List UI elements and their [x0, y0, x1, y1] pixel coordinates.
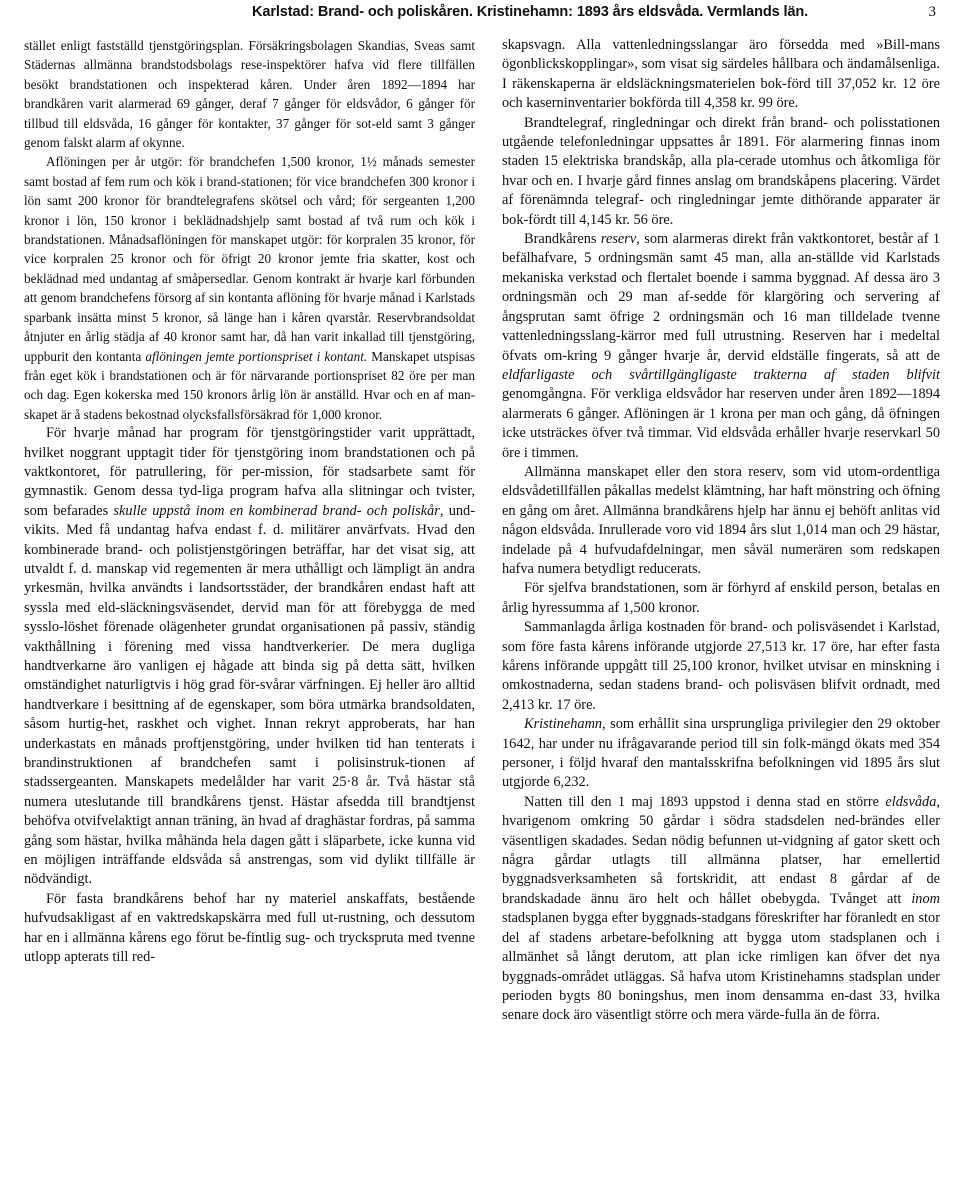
paragraph-text: Sammanlagda årliga kostnaden för brand- och polisväsendet i Karlstad, som före fasta kårens införande utgjorde 27,513 kr. 17 öre, har efter fasta kårens införande uppgått till 25,100 kronor, hvilket utvisar en minskning i omkostnaderna, sedan stadens brand- och polisväsen blifvit ordnadt, med 2,413 kr. 17 öre. — [502, 619, 940, 713]
running-header-title: Karlstad: Brand- och poliskåren. Kristinehamn: 1893 års eldsvåda. Vermlands län. — [252, 4, 809, 20]
italic-text: eldfarligaste och svårtillgängligaste trakterna af staden blifvit — [502, 366, 940, 383]
paragraph — [24, 152, 475, 424]
italic-text: eldsvåda — [885, 793, 937, 810]
italic-text: Kristinehamn — [524, 716, 603, 733]
right-column — [502, 36, 940, 1026]
paragraph-text: Allmänna manskapet eller den stora reserv, som vid utom-ordentliga eldsvådetillfällen påkallas medelst klämtning, har haft mönstring och öfning en gång om året. Allmänna brandkårens hjelp har ännu ej behöft anlitas vid någon eldsvåda. Inrullerade voro vid 1894 års slut 1,014 man och 29 hästar, indelade på 4 hufvudafdelningar, men såväl numerären som redskapen hafva numera betydligt reducerats. — [502, 463, 940, 577]
paragraph-text: För hvarje månad har program för tjenstgöringstider varit upprättadt, hvilket noggrant upptagit tider för tjenstgöring inom brandstationen och på vaktkontoret, för patrullering, för per-mission, för stadsarbete samt för gymnastik. Genom dessa tyd-liga program hafva alla slitningar och tvister, som befarades — [24, 425, 475, 519]
running-header — [20, 0, 950, 22]
paragraph-text: stället enligt fastställd tjenstgöringsplan. Försäkringsbolagen Skandias, Sveas samt Städernas allmänna brandstodsbolags rese-inspektörer hafva vid flere tillfällen besökt brandstationen och inspekterad kåren. Under åren 1892—1894 har brandkåren varit alarmerad 69 gånger, deraf 7 gånger för eldsvådor, 6 gånger för tillbud till eldsvåda, 16 gånger för kontakter, 37 gånger för sot-eld samt 3 gånger genom falskt alarm af okynne. — [24, 38, 475, 151]
paragraph — [502, 463, 940, 579]
paragraph-text: genomgångna. För verkliga eldsvådor har reserven under åren 1892—1894 alarmerats 6 gånger. Aflöningen är 1 krona per man och gång, då öfningen icke utsträckes öfver två timmar. Vid eldsvåda erhåller hvarje reservkarl 50 öre i timmen. — [502, 386, 940, 461]
italic-text: skulle uppstå inom en kombinerad brand- och poliskår — [113, 502, 440, 519]
paragraph — [24, 890, 475, 968]
paragraph-text: stadsplanen bygga efter byggnads-stadgans föreskrifter har föranledt en stor del af stadens arbetare-befolkning att bygga utom stadsplanen och i allmänhet så långt derutom, att plan icke rimligen kan öfver det nya byggnads-området utläggas. Så hafva utom Kristinehamns stadsplan under perioden bygts 80 boningshus, men inom densamma en-dast 33, hvilka senare dock äro väsentligt större och mera värde-fulla än de förra. — [502, 910, 940, 1024]
paragraph-text: skapsvagn. Alla vattenledningsslangar äro försedda med »Bill-mans ögonblickskopplingar», som visat sig särdeles hållbara och ändamålsenliga. I räkenskaperna är eldsläckningsmaterielen bok-förd till 37,052 kr. 12 öre och kaserninventarier bokförda till 4,358 kr. 99 öre. — [502, 37, 940, 112]
paragraph — [502, 114, 940, 230]
paragraph-text: Genom kontrakt är hvarje karl förbunden att genom brandchefens försorg af sin kontanta aflöning för hvarje månad i Karlstads sparbank insätta minst 5 kronor, så länge han i kåren qvarstår. Reservbrandsoldat åtnjuter en årlig städja af 40 kronor samt har, då han varit inkallad till tjenstgöring, uppburit den kontanta — [24, 270, 475, 364]
paragraph-text: Brandtelegraf, ringledningar och direkt från brand- och polisstationen utgående telefonledningar uppsattes år 1891. För alarmering finnas inom staden 15 elektriska brandskåp, alla pla-cerade utomhus och åtkomliga för hvar och en. I hvarje gård finnes anslag om brandskåpens placering. Värdet af förenämnda telegraf- och ringledningar jemte dithörande apparater är bok-fördt till 4,145 kr. 56 öre. — [502, 114, 940, 228]
italic-text: reserv — [600, 231, 637, 248]
paragraph — [502, 618, 940, 715]
paragraph-text: För sjelfva brandstationen, som är förhyrd af enskild person, betalas en årlig hyressumma af 1,500 kronor. — [502, 580, 940, 616]
paragraph — [24, 424, 475, 890]
paragraph-text: , hvarigenom omkring 50 gårdar i södra stadsdelen ned-brändes eller väsentligen skadades. Sedan nödig befunnen ut-vidgning af gator skett och några gårdar utlagts till allmänna platser, har emellertid byggnadsverksamheten så fortskridit, att endast 8 gårdar af de brandskadade ännu äro helt och hållet obebygda. Tvånget att — [502, 793, 940, 907]
italic-text: inom — [911, 890, 940, 907]
left-column — [24, 36, 475, 968]
paragraph — [502, 579, 940, 618]
paragraph-text: , som erhållit sina ursprungliga privilegier den 29 oktober 1642, har under nu ifrågavarande period till sin folk-mängd ökats med 354 personer, i följd hvaraf den mantalsskrifna befolkningen vid 1895 års slut utgjorde 6,232. — [502, 716, 940, 791]
paragraph — [502, 793, 940, 1026]
page-number: 3 — [928, 4, 936, 20]
paragraph-text: För fasta brandkårens behof har ny materiel anskaffats, bestående hufvudsakligast af en vaktredskapskärra med full ut-rustning, och dessutom har en i allmänna kårens ego förut be-fintlig sug- och tryckspruta med tvenne utlopp apterats till red- — [24, 890, 475, 966]
paragraph — [502, 715, 940, 793]
paragraph-text: Manskapet utspisas från eget kök i brandstationen och är för närvarande portionspriset 82 öre per man och dag. Egen kokerska med 150 kronors årlig lön är anställd. Hvar och en af man-skapet är å stadens bekostnad olycksfallsförsäkrad för 1,000 kronor. — [24, 348, 475, 422]
paragraph-text: Brandkårens — [524, 231, 601, 248]
paragraph — [502, 230, 940, 463]
paragraph — [24, 36, 475, 152]
paragraph — [502, 36, 940, 114]
paragraph-text: Aflöningen per år utgör: för brandchefen 1,500 kronor, 1½ månads semester samt bostad af fem rum och kök i brand-stationen; för vice brandchefen 300 kronor i lön samt 200 kronor för brandtelegrafens skötsel och vård; för sergeanten 1,200 kronor i lön, 150 kronor i beklädnadshjelp samt bostad af två rum och kök i brandstationen. Månadsaflöningen för manskapet utgör: för korpralen 35 kronor, för vice korpralen 25 kronor och för öfrigt 20 kronor jemte fria skatter, kost och beklädnad med undantag af småpersedlar. — [24, 154, 475, 286]
paragraph-text: , som alarmeras direkt från vaktkontoret, består af 1 befälhafvare, 5 ordningsmän samt 45 man, alla an-ställde vid Karlstads mekaniska verkstad och flertalet boende i samma byggnad. Af dessa äro 3 ordningsmän och 29 man af-sedde för klargöring och servering af ångsprutan samt öfrige 2 ordningsmän och 16 man tilldelade tvenne vattenledningsslang-kärror med full utrustning. Reserven har i medeltal öfvats om-kring 9 gånger hvarje år, dervid eldställe fingerats, så att de — [502, 231, 940, 364]
paragraph-text: , und-vikits. Med få undantag hafva endast f. d. militärer anvärfvats. Hvad den kombinerade brand- och polistjenstgöringen beträffar, har det visat sig, att utvaldt f. d. manskap vid regementen är mera uthålligt och lämpligt än andra yrkesmän, hvilka användts i landsortsstäder, der brandkåren endast haft att syssla med eld-släckningsväsendet, dervid man för att förebygga de med sysslo-löshet förenade olägenheter grundat organisationen på passiv, ständig vakthållning i förening med vissa handtverkerier. De mera dugliga handtverkarne äro vanligen ej hågade att binda sig på detta sätt, hvilken omständighet naturligtvis i hög grad för-svårar värfningen. Ej heller äro alltid handtverkare i besittning af de egenskaper, som böra utmärka brandsoldaten, såsom hurtig-het, raskhet och vighet. Innan rekryt approberats, har han underkastats en månads proftjenstgöring, under hvilken tid han tenterats i brandinstruktionen af brandchefen samt i polisinstruk-tionen af stadssergeanten. Manskapets medelålder har varit 25·8 år. Två hästar stå numera uteslutande till brandkårens tjenst. Hästar afsedda till brandtjenst behöfva otvifvelaktigt annan träning, än hvad af draghästar fordras, på samma gång som hästar, hvilka måhända hela dagen gått i släparbete, icke kunna vid en möjligen inträffande eldsvåda så anstrengas, som vid dylikt tillfälle är nödvändigt. — [24, 502, 475, 888]
paragraph-text: Natten till den 1 maj 1893 uppstod i denna stad en större — [524, 793, 886, 810]
italic-text: aflöningen jemte portionspriset i kontant. — [145, 348, 368, 364]
